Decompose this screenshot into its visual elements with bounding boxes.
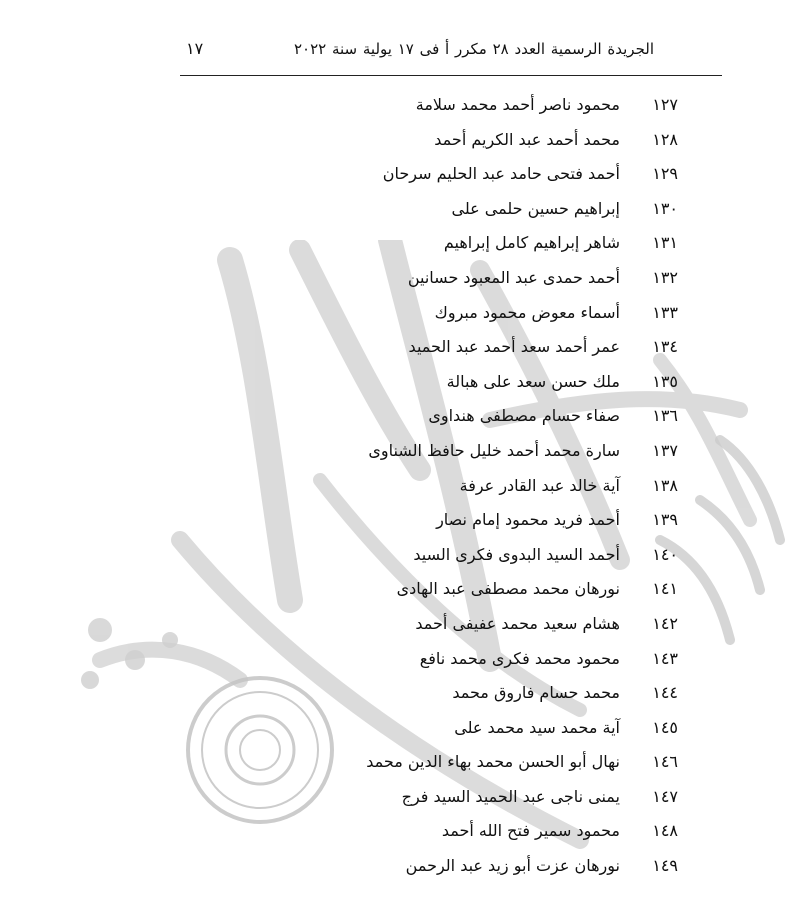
list-item [278, 157, 678, 192]
entry-number: ١٤٤ [652, 683, 678, 703]
entry-number: ١٢٩ [652, 164, 678, 184]
entry-name: محمد حسام فاروق محمد [452, 683, 620, 703]
entry-name: أسماء معوض محمود مبروك [434, 302, 620, 322]
entry-name: عمر أحمد سعد أحمد عبد الحميد [408, 337, 620, 357]
entry-name: أحمد السيد البدوى فكرى السيد [413, 544, 620, 564]
running-head: الجريدة الرسمية العدد ٢٨ مكرر أ فى ١٧ يولية سنة ٢٠٢٢ [293, 40, 654, 58]
list-item [278, 296, 678, 331]
list-item [278, 572, 678, 607]
entry-number: ١٤٥ [652, 717, 678, 737]
list-item [278, 88, 678, 123]
list-item [278, 849, 678, 884]
names-list [278, 88, 678, 884]
entry-number: ١٣٦ [652, 406, 678, 426]
entry-number: ١٤٩ [652, 856, 678, 876]
entry-name: يمنى ناجى عبد الحميد السيد فرج [401, 786, 620, 806]
entry-name: ملك حسن سعد على هبالة [446, 371, 620, 391]
entry-number: ١٢٨ [652, 129, 678, 149]
page-header [180, 36, 720, 66]
entry-number: ١٢٧ [652, 95, 678, 114]
entry-number: ١٣٥ [652, 371, 678, 391]
entry-number: ١٤٦ [652, 752, 678, 772]
list-item [278, 261, 678, 296]
entry-number: ١٤٣ [652, 648, 678, 668]
entry-name: محمود محمد فكرى محمد نافع [419, 648, 620, 668]
entry-number: ١٣١ [652, 233, 678, 253]
entry-number: ١٣٢ [652, 267, 678, 287]
entry-number: ١٤٠ [652, 544, 678, 564]
list-item [278, 434, 678, 469]
list-item [278, 780, 678, 815]
list-item [278, 330, 678, 365]
entry-name: آية محمد سيد محمد على [454, 717, 620, 737]
entry-name: صفاء حسام مصطفى هنداوى [428, 406, 620, 426]
entry-name: هشام سعيد محمد عفيفى أحمد [415, 613, 620, 633]
entry-name: محمود سمير فتح الله أحمد [441, 821, 620, 841]
entry-name: سارة محمد أحمد خليل حافظ الشناوى [368, 440, 620, 460]
entry-name: أحمد فريد محمود إمام نصار [436, 510, 620, 530]
list-item [278, 503, 678, 538]
list-item [278, 469, 678, 504]
list-item [278, 711, 678, 746]
entry-name: نورهان محمد مصطفى عبد الهادى [396, 579, 620, 599]
list-item [278, 365, 678, 400]
list-item [278, 399, 678, 434]
entry-number: ١٣٨ [652, 475, 678, 495]
header-rule [180, 75, 722, 76]
entry-number: ١٣٧ [652, 440, 678, 460]
list-item [278, 642, 678, 677]
entry-name: نورهان عزت أبو زيد عبد الرحمن [405, 856, 620, 876]
entry-name: نهال أبو الحسن محمد بهاء الدين محمد [366, 752, 620, 772]
entry-name: آية خالد عبد القادر عرفة [459, 475, 620, 495]
list-item [278, 123, 678, 158]
list-item [278, 538, 678, 573]
entry-name: شاهر إبراهيم كامل إبراهيم [443, 233, 620, 253]
entry-number: ١٤٧ [652, 786, 678, 806]
list-item [278, 745, 678, 780]
list-item [278, 607, 678, 642]
entry-number: ١٤٢ [652, 613, 678, 633]
list-item [278, 192, 678, 227]
entry-name: أحمد فتحى حامد عبد الحليم سرحان [382, 164, 620, 184]
entry-number: ١٤١ [652, 579, 678, 599]
entry-name: أحمد حمدى عبد المعبود حسانين [407, 267, 620, 287]
entry-number: ١٣٣ [652, 302, 678, 322]
entry-number: ١٤٨ [652, 821, 678, 841]
list-item [278, 676, 678, 711]
entry-name: إبراهيم حسين حلمى على [451, 198, 620, 218]
entry-number: ١٣٤ [652, 337, 678, 357]
list-item [278, 226, 678, 261]
entry-number: ١٣٩ [652, 510, 678, 530]
entry-name: محمود ناصر أحمد محمد سلامة [415, 95, 620, 114]
entry-number: ١٣٠ [652, 198, 678, 218]
list-item [278, 814, 678, 849]
entry-name: محمد أحمد عبد الكريم أحمد [434, 129, 620, 149]
page-number: ١٧ [186, 39, 204, 58]
